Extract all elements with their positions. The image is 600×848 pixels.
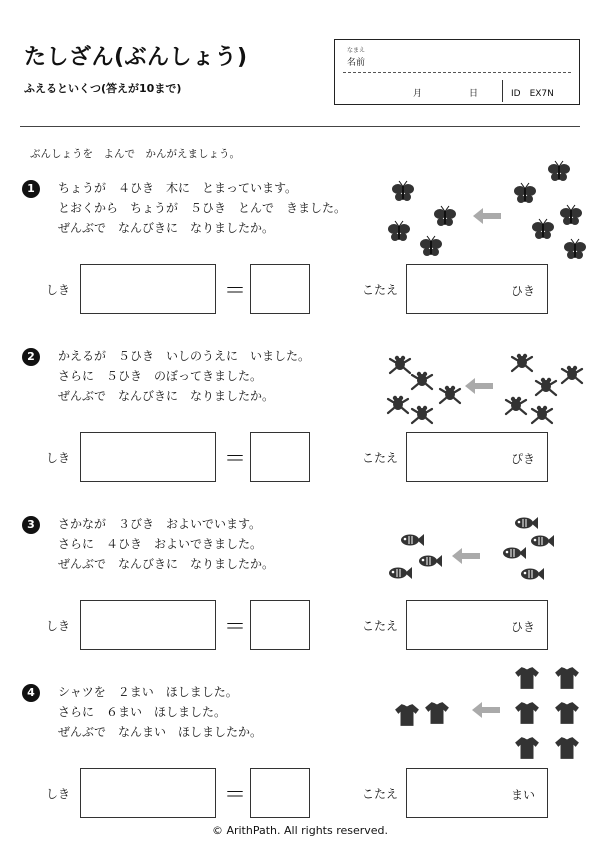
name-furigana: なまえ: [347, 47, 366, 54]
formula-label: しき: [46, 283, 71, 297]
formula-label: しき: [46, 451, 71, 465]
butterfly-icon: [432, 205, 458, 229]
problem-number: 2: [22, 348, 40, 366]
fish-icon: [418, 553, 442, 567]
answer-label: こたえ: [362, 451, 399, 465]
problem-text-line: さらに ４ひき およいできました。: [58, 537, 263, 551]
result-box[interactable]: [250, 600, 310, 650]
formula-label: しき: [46, 787, 71, 801]
day-label: 日: [469, 89, 479, 99]
shirt-icon: [554, 665, 580, 691]
page-subtitle: ふえるといくつ(答えが10まで): [24, 82, 182, 95]
problem-number: 4: [22, 684, 40, 702]
equals-sign: ＝: [224, 279, 247, 304]
name-line: [343, 72, 571, 73]
shirt-icon: [424, 700, 450, 726]
frog-icon: [410, 368, 434, 392]
fish-icon: [502, 545, 526, 559]
answer-box[interactable]: [406, 768, 548, 818]
shirt-icon: [554, 700, 580, 726]
problem-text-line: かえるが ５ひき いしのうえに いました。: [58, 349, 311, 363]
left-arrow-icon: [452, 548, 480, 564]
answer-box[interactable]: [406, 264, 548, 314]
frog-icon: [410, 402, 434, 426]
result-box[interactable]: [250, 768, 310, 818]
butterfly-icon: [386, 220, 412, 244]
fish-icon: [400, 532, 424, 546]
name-label: 名前: [347, 58, 366, 68]
unit-label: ひき: [510, 620, 535, 634]
formula-box[interactable]: [80, 600, 216, 650]
result-box[interactable]: [250, 432, 310, 482]
problem-number: 1: [22, 180, 40, 198]
answer-box[interactable]: [406, 600, 548, 650]
unit-label: ぴき: [510, 452, 535, 466]
left-arrow-icon: [472, 702, 500, 718]
frog-icon: [438, 382, 462, 406]
answer-label: こたえ: [362, 283, 399, 297]
header-divider: [20, 126, 580, 127]
butterfly-icon: [418, 235, 444, 259]
unit-label: まい: [510, 788, 535, 802]
butterfly-icon: [558, 204, 584, 228]
butterfly-icon: [562, 238, 588, 262]
problem-number: 3: [22, 516, 40, 534]
problem-text-line: ぜんぶで なんまい ほしましたか。: [58, 725, 263, 739]
problem-text-line: とおくから ちょうが ５ひき とんで きました。: [58, 201, 347, 215]
equals-sign: ＝: [224, 615, 247, 640]
formula-box[interactable]: [80, 264, 216, 314]
frog-icon: [534, 374, 558, 398]
shirt-icon: [514, 665, 540, 691]
frog-icon: [504, 393, 528, 417]
fish-icon: [520, 566, 544, 580]
problem-text-line: さかなが ３びき およいでいます。: [58, 517, 262, 531]
frog-icon: [510, 350, 534, 374]
equals-sign: ＝: [224, 447, 247, 472]
frog-icon: [388, 352, 412, 376]
frog-icon: [530, 402, 554, 426]
butterfly-icon: [530, 218, 556, 242]
fish-icon: [388, 565, 412, 579]
instructions: ぶんしょうを よんで かんがえましょう。: [30, 148, 240, 160]
problem-text-line: シャツを ２まい ほしました。: [58, 685, 238, 699]
shirt-icon: [514, 700, 540, 726]
left-arrow-icon: [473, 208, 501, 224]
shirt-icon: [394, 702, 420, 728]
divider: [502, 80, 503, 102]
fish-icon: [514, 515, 538, 529]
month-label: 月: [413, 89, 423, 99]
copyright: © ArithPath. All rights reserved.: [211, 824, 389, 837]
frog-icon: [560, 362, 584, 386]
fish-icon: [530, 533, 554, 547]
formula-box[interactable]: [80, 768, 216, 818]
answer-box[interactable]: [406, 432, 548, 482]
shirt-icon: [554, 735, 580, 761]
butterfly-icon: [512, 182, 538, 206]
left-arrow-icon: [465, 378, 493, 394]
worksheet-id: ID EX7N: [511, 89, 554, 99]
frog-icon: [386, 392, 410, 416]
formula-label: しき: [46, 619, 71, 633]
result-box[interactable]: [250, 264, 310, 314]
answer-label: こたえ: [362, 619, 399, 633]
butterfly-icon: [546, 160, 572, 184]
problem-text-line: ぜんぶで なんびきに なりましたか。: [58, 389, 275, 403]
equals-sign: ＝: [224, 783, 247, 808]
formula-box[interactable]: [80, 432, 216, 482]
page-title: たしざん(ぶんしょう): [24, 45, 248, 70]
problem-text-line: さらに ５ひき のぼってきました。: [58, 369, 263, 383]
problem-text-line: ぜんぶで なんびきに なりましたか。: [58, 557, 275, 571]
problem-text-line: ちょうが ４ひき 木に とまっています。: [58, 181, 298, 195]
shirt-icon: [514, 735, 540, 761]
unit-label: ひき: [510, 284, 535, 298]
answer-label: こたえ: [362, 787, 399, 801]
butterfly-icon: [390, 180, 416, 204]
problem-text-line: ぜんぶで なんびきに なりましたか。: [58, 221, 275, 235]
problem-text-line: さらに ６まい ほしました。: [58, 705, 227, 719]
name-box: [334, 39, 580, 105]
